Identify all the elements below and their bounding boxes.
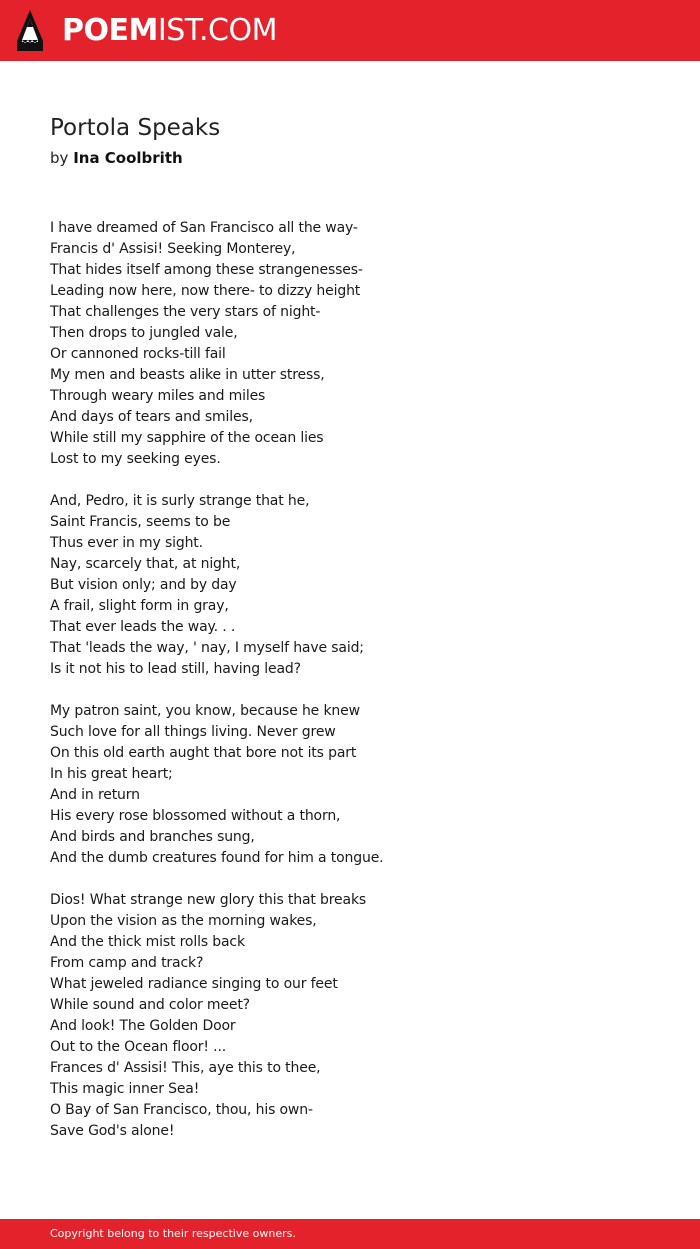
poem-line: And days of tears and smiles, <box>50 409 253 425</box>
by-label: by <box>50 149 69 167</box>
poem-stanza <box>50 890 670 1142</box>
poem-line: On this old earth aught that bore not its part <box>50 745 357 761</box>
poem-byline <box>50 149 183 167</box>
poem-line: That challenges the very stars of night- <box>50 304 321 320</box>
site-header <box>0 0 700 61</box>
poem-line: This magic inner Sea! <box>50 1081 200 1097</box>
poem-line: Out to the Ocean floor! ... <box>50 1039 227 1055</box>
poem-line: Save God's alone! <box>50 1123 175 1139</box>
poem-line: Through weary miles and miles <box>50 388 266 404</box>
poem-line: And the thick mist rolls back <box>50 934 245 950</box>
poem-line: That ever leads the way. . . <box>50 619 236 635</box>
poem-line: Lost to my seeking eyes. <box>50 451 221 467</box>
poem-line: And in return <box>50 787 140 803</box>
author-name: Ina Coolbrith <box>73 149 183 167</box>
poem-stanza <box>50 701 670 869</box>
poem-body <box>50 218 670 1142</box>
pencil-tip-icon[interactable] <box>17 10 43 51</box>
poem-line: Frances d' Assisi! This, aye this to thee, <box>50 1060 321 1076</box>
poem-line: My men and beasts alike in utter stress, <box>50 367 325 383</box>
poem-title: Portola Speaks <box>50 115 221 141</box>
poem-line: Or cannoned rocks-till fail <box>50 346 226 362</box>
copyright-text: Copyright belong to their respective owners. <box>50 1227 296 1240</box>
site-footer <box>0 1219 700 1249</box>
site-logo-text[interactable] <box>62 11 277 51</box>
poem-line: Such love for all things living. Never grew <box>50 724 336 740</box>
poem-line: That hides itself among these strangenesses- <box>50 262 363 278</box>
poem-stanza <box>50 491 670 680</box>
poem-line: Then drops to jungled vale, <box>50 325 238 341</box>
poem-line: A frail, slight form in gray, <box>50 598 229 614</box>
poem-line: While still my sapphire of the ocean lies <box>50 430 324 446</box>
poem-line: What jeweled radiance singing to our feet <box>50 976 338 992</box>
brand-bold-text: POEM <box>62 13 158 48</box>
poem-line: And look! The Golden Door <box>50 1018 236 1034</box>
poem-line: And birds and branches sung, <box>50 829 255 845</box>
poem-line: Saint Francis, seems to be <box>50 514 231 530</box>
brand-light-text: IST.COM <box>157 13 277 48</box>
poem-line: That 'leads the way, ' nay, I myself have said; <box>50 640 364 656</box>
poem-line: Is it not his to lead still, having lead? <box>50 661 301 677</box>
stanza-gap <box>50 869 670 890</box>
poem-line: But vision only; and by day <box>50 577 237 593</box>
poem-line: O Bay of San Francisco, thou, his own- <box>50 1102 313 1118</box>
poem-line: From camp and track? <box>50 955 204 971</box>
poem-line: Dios! What strange new glory this that breaks <box>50 892 367 908</box>
poem-line: And the dumb creatures found for him a tongue. <box>50 850 384 866</box>
poem-line: Upon the vision as the morning wakes, <box>50 913 317 929</box>
poem-line: My patron saint, you know, because he knew <box>50 703 360 719</box>
poem-stanza <box>50 218 670 470</box>
stanza-gap <box>50 470 670 491</box>
stanza-gap <box>50 680 670 701</box>
poem-line: I have dreamed of San Francisco all the way- <box>50 220 358 236</box>
poem-line: Thus ever in my sight. <box>50 535 203 551</box>
poem-line: In his great heart; <box>50 766 173 782</box>
poem-line: And, Pedro, it is surly strange that he, <box>50 493 310 509</box>
poem-line: Nay, scarcely that, at night, <box>50 556 241 572</box>
poem-line: Leading now here, now there- to dizzy height <box>50 283 361 299</box>
poem-line: While sound and color meet? <box>50 997 250 1013</box>
poem-line: His every rose blossomed without a thorn, <box>50 808 341 824</box>
poem-line: Francis d' Assisi! Seeking Monterey, <box>50 241 296 257</box>
